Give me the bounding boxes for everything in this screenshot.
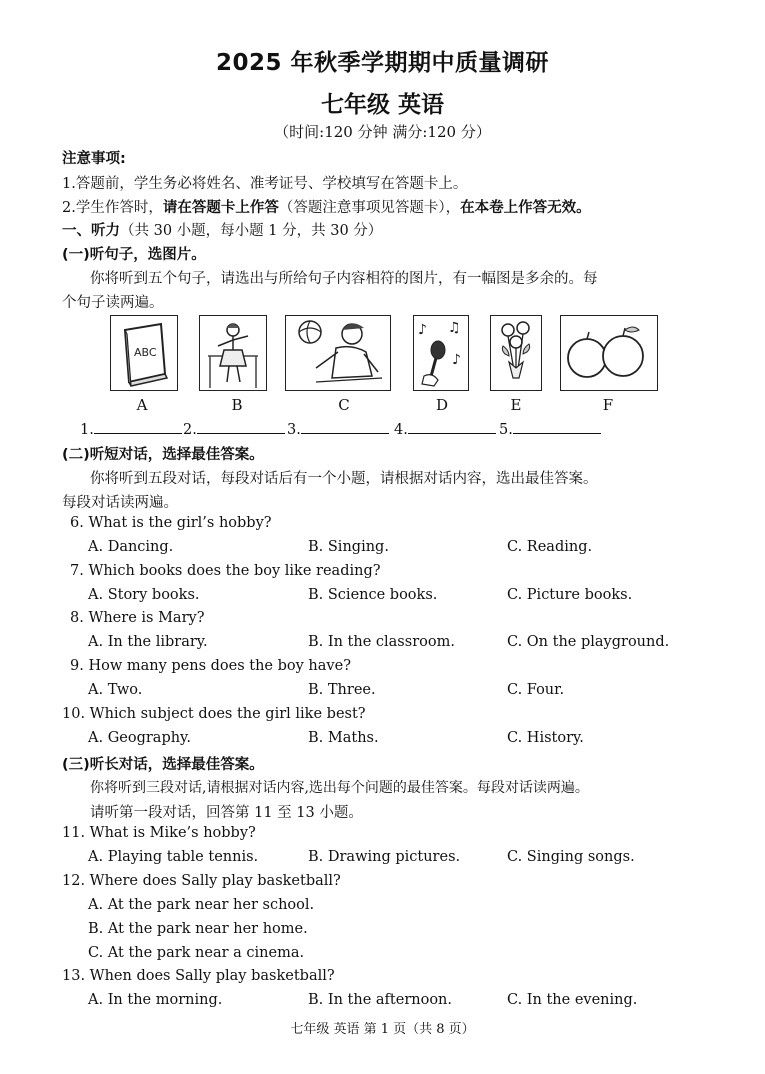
- answer-blank-label-2: 2.: [183, 422, 197, 438]
- flowers-icon: [491, 316, 541, 390]
- question-7-option-a[interactable]: A. Story books.: [88, 587, 200, 603]
- notice-item-2-part-b: 请在答题卡上作答: [162, 200, 279, 216]
- notice-item-2: [62, 196, 591, 217]
- notice-item-2-part-d: 在本卷上作答无效。: [460, 200, 591, 216]
- part-2-instruction-line-2: 每段对话读两遍。: [62, 495, 178, 511]
- question-12: 12. Where does Sally play basketball?: [62, 873, 341, 889]
- apples-icon: [561, 316, 657, 390]
- book-icon: [111, 316, 177, 390]
- question-11-option-c[interactable]: C. Singing songs.: [507, 849, 635, 865]
- picture-label-d: D: [435, 396, 449, 414]
- question-11: 11. What is Mike’s hobby?: [62, 825, 256, 841]
- part-1-instruction-line-1: 你将听到五个句子，请选出与所给句子内容相符的图片，有一幅图是多余的。每: [90, 271, 598, 287]
- picture-label-a: A: [136, 396, 148, 414]
- picture-a: [110, 315, 178, 391]
- part-1-instruction-line-2: 个句子读两遍。: [62, 295, 164, 311]
- part-3-heading: (三)听长对话，选择最佳答案。: [62, 757, 264, 773]
- section-1-heading: [62, 219, 382, 240]
- answer-blank-label-3: 3.: [287, 422, 301, 438]
- picture-e: [490, 315, 542, 391]
- dancing-girl-icon: [200, 316, 266, 390]
- microphone-music-icon: [414, 316, 468, 390]
- answer-blank-1[interactable]: [80, 419, 182, 438]
- question-13-option-b[interactable]: B. In the afternoon.: [308, 992, 453, 1008]
- question-9-option-a[interactable]: A. Two.: [88, 682, 143, 698]
- picture-label-f: F: [602, 396, 614, 414]
- page-footer: 七年级 英语 第 1 页（共 8 页）: [290, 1022, 475, 1037]
- part-3-instruction-line-2: 请听第一段对话，回答第 11 至 13 小题。: [90, 805, 363, 821]
- answer-blank-2[interactable]: [183, 419, 285, 438]
- notice-item-2-part-c: （答题注意事项见答题卡），: [278, 200, 461, 216]
- question-10-option-b[interactable]: B. Maths.: [308, 730, 379, 746]
- volleyball-girl-icon: [286, 316, 390, 390]
- question-7: 7. Which books does the boy like reading?: [70, 563, 381, 579]
- question-9-option-b[interactable]: B. Three.: [308, 682, 376, 698]
- part-3-instruction-line-1: 你将听到三段对话,请根据对话内容,选出每个问题的最佳答案。每段对话读两遍。: [90, 780, 589, 796]
- question-8-option-a[interactable]: A. In the library.: [88, 634, 208, 650]
- question-7-option-b[interactable]: B. Science books.: [308, 587, 438, 603]
- picture-b: [199, 315, 267, 391]
- notice-item-1: 1.答题前，学生务必将姓名、准考证号、学校填写在答题卡上。: [62, 176, 468, 192]
- question-10: 10. Which subject does the girl like best?: [62, 706, 366, 722]
- answer-blank-3[interactable]: [287, 419, 389, 438]
- answer-blank-5[interactable]: [499, 419, 601, 438]
- svg-text:♪: ♪: [452, 352, 461, 368]
- answer-blank-label-4: 4.: [394, 422, 408, 438]
- answer-blank-label-5: 5.: [499, 422, 513, 438]
- question-10-option-a[interactable]: A. Geography.: [88, 730, 191, 746]
- question-8-option-c[interactable]: C. On the playground.: [507, 634, 670, 650]
- question-12-option-a[interactable]: A. At the park near her school.: [88, 897, 315, 913]
- answer-blank-label-1: 1.: [80, 422, 94, 438]
- question-12-option-c[interactable]: C. At the park near a cinema.: [88, 945, 305, 961]
- answer-blank-4[interactable]: [394, 419, 496, 438]
- question-7-option-c[interactable]: C. Picture books.: [507, 587, 633, 603]
- question-9-option-c[interactable]: C. Four.: [507, 682, 565, 698]
- picture-label-b: B: [231, 396, 243, 414]
- notice-heading: 注意事项:: [62, 151, 126, 167]
- question-6: 6. What is the girl’s hobby?: [70, 515, 272, 531]
- part-1-heading: (一)听句子，选图片。: [62, 247, 206, 263]
- question-6-option-c[interactable]: C. Reading.: [507, 539, 593, 555]
- svg-text:♪: ♪: [418, 322, 427, 338]
- part-2-instruction-line-1: 你将听到五段对话，每段对话后有一个小题，请根据对话内容，选出最佳答案。: [90, 471, 598, 487]
- notice-item-2-part-a: 2.学生作答时，: [62, 200, 163, 216]
- exam-title: 2025 年秋季学期期中质量调研: [215, 50, 550, 76]
- svg-text:ABC: ABC: [134, 346, 157, 359]
- section-1-note: （共 30 小题，每小题 1 分，共 30 分）: [120, 223, 383, 239]
- question-9: 9. How many pens does the boy have?: [70, 658, 351, 674]
- question-13-option-c[interactable]: C. In the evening.: [507, 992, 638, 1008]
- picture-label-e: E: [510, 396, 522, 414]
- question-8-option-b[interactable]: B. In the classroom.: [308, 634, 455, 650]
- question-6-option-a[interactable]: A. Dancing.: [88, 539, 174, 555]
- question-11-option-a[interactable]: A. Playing table tennis.: [88, 849, 259, 865]
- picture-d: [413, 315, 469, 391]
- time-info: （时间:120 分钟 满分:120 分）: [274, 123, 491, 141]
- question-6-option-b[interactable]: B. Singing.: [308, 539, 389, 555]
- section-1-title: 一、听力: [62, 223, 120, 239]
- svg-text:♫: ♫: [448, 320, 461, 336]
- exam-subtitle: 七年级 英语: [320, 92, 444, 118]
- part-2-heading: (二)听短对话，选择最佳答案。: [62, 447, 264, 463]
- question-8: 8. Where is Mary?: [70, 610, 205, 626]
- question-11-option-b[interactable]: B. Drawing pictures.: [308, 849, 461, 865]
- picture-c: [285, 315, 391, 391]
- question-12-option-b[interactable]: B. At the park near her home.: [88, 921, 308, 937]
- picture-f: [560, 315, 658, 391]
- question-13-option-a[interactable]: A. In the morning.: [88, 992, 223, 1008]
- question-13: 13. When does Sally play basketball?: [62, 968, 335, 984]
- picture-label-c: C: [338, 396, 350, 414]
- question-10-option-c[interactable]: C. History.: [507, 730, 584, 746]
